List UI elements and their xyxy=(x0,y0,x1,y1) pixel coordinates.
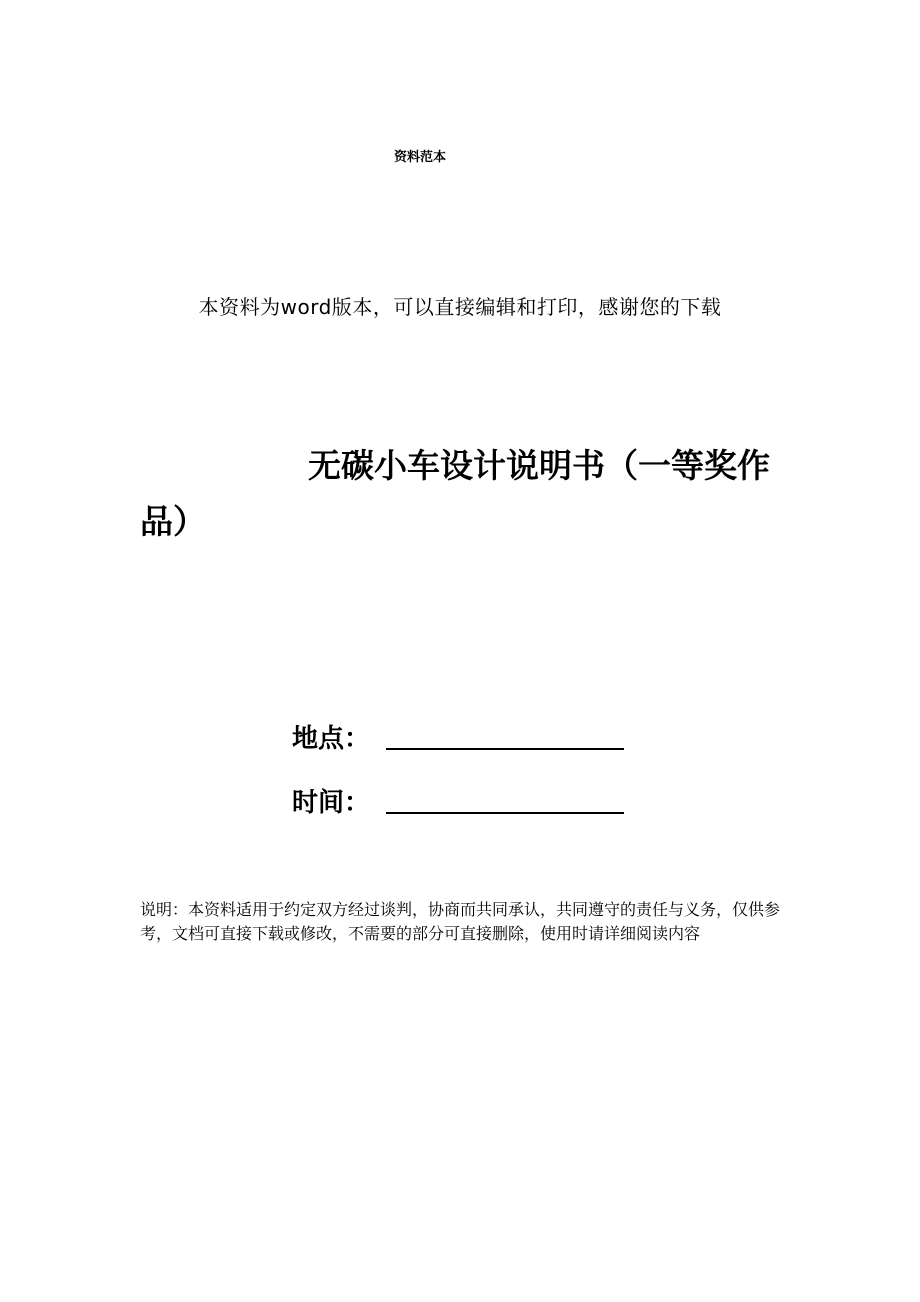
time-field xyxy=(292,780,624,820)
intro-line: 本资料为word版本，可以直接编辑和打印，感谢您的下载 xyxy=(198,295,722,319)
location-label: 地点： xyxy=(292,724,371,754)
header-label: 资料范本 xyxy=(393,150,446,165)
usage-notice: 说明：本资料适用于约定双方经过谈判，协商而共同承认，共同遵守的责任与义务，仅供参考，文档可直接下载或修改，不需要的部分可直接删除，使用时请详细阅读内容 xyxy=(140,900,781,943)
time-blank-line xyxy=(386,812,624,814)
time-label: 时间： xyxy=(292,788,371,818)
location-blank-line xyxy=(386,748,624,750)
title-line-1: 无碳小车设计说明书（一等奖作 xyxy=(308,446,770,485)
document-title xyxy=(140,438,800,550)
location-field xyxy=(292,716,624,756)
title-line-2: 品） xyxy=(140,502,206,541)
